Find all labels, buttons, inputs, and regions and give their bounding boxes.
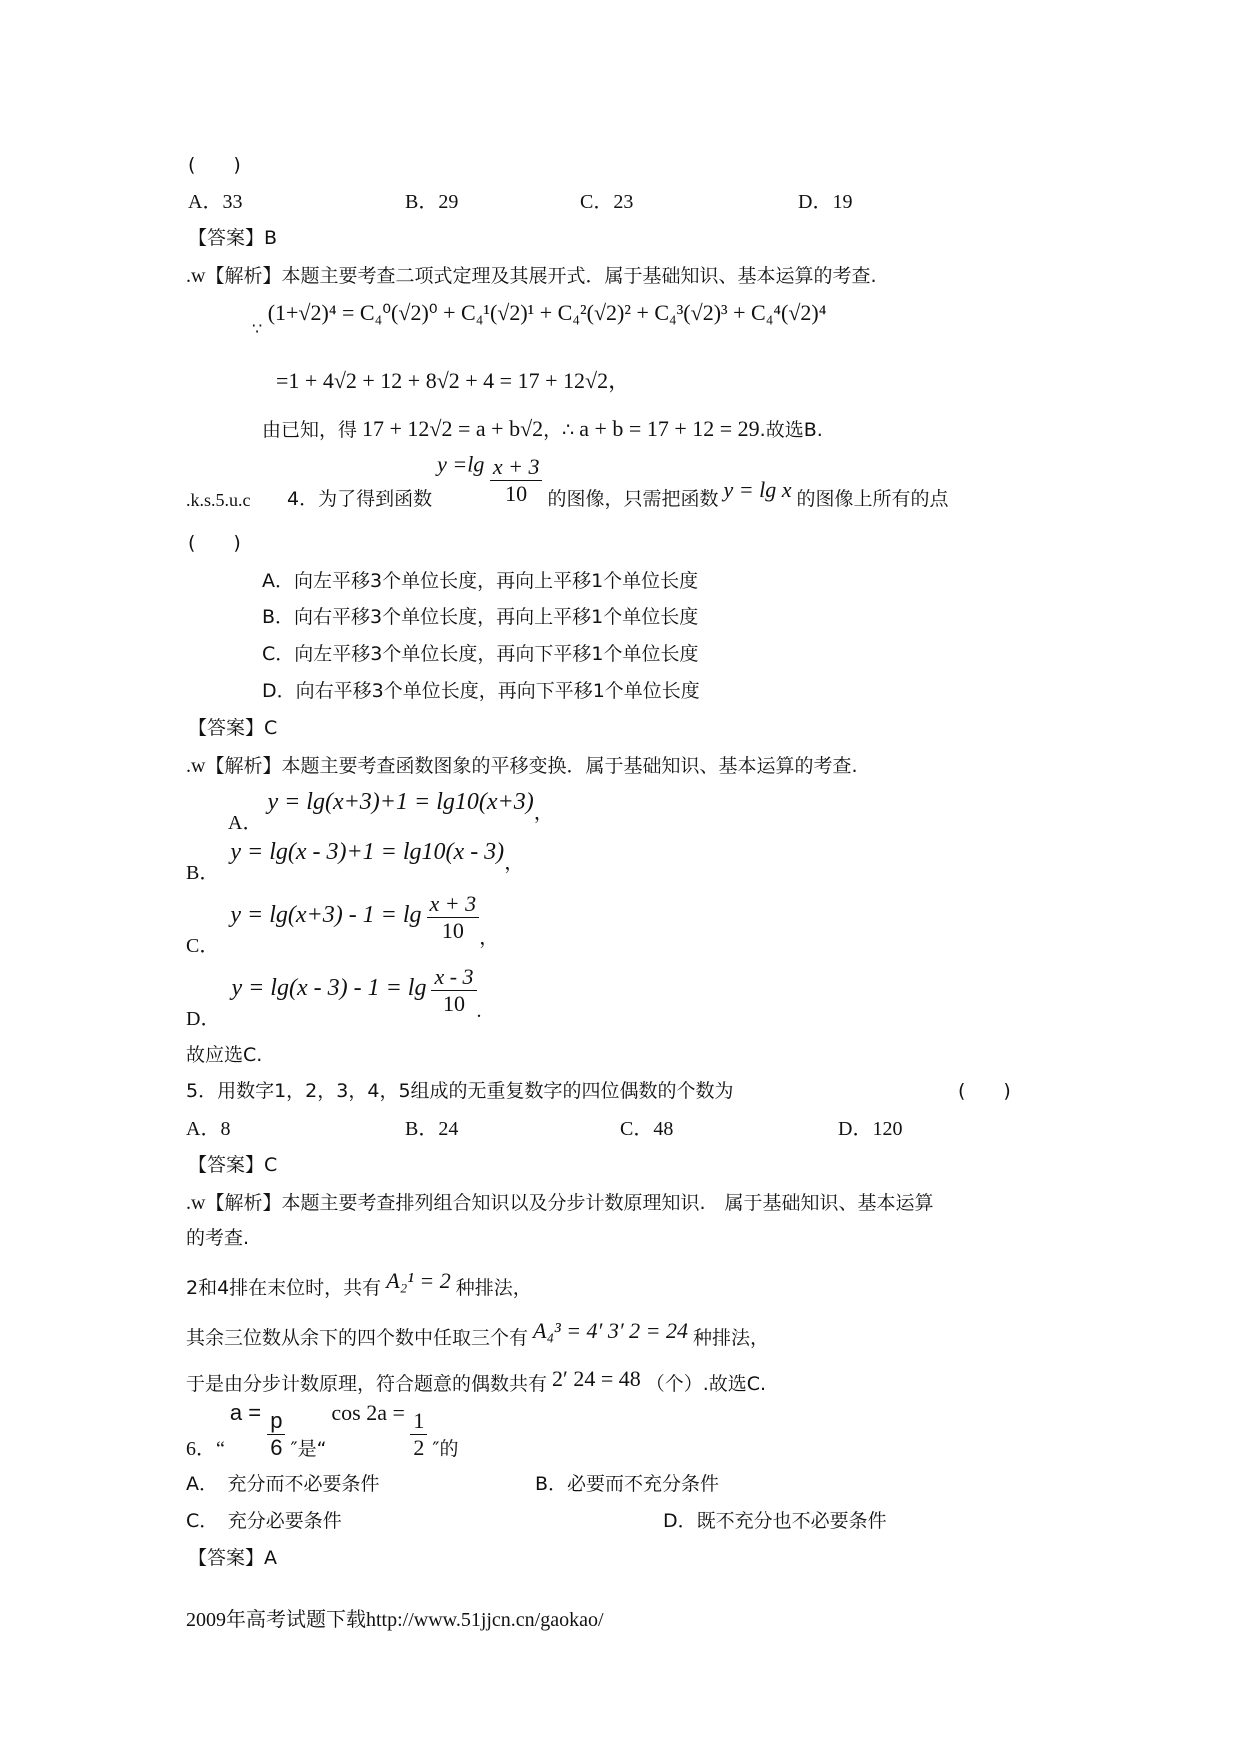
step-text: 其余三位数从余下的四个数中任取三个有 xyxy=(186,1327,529,1349)
q4-func1 xyxy=(437,442,542,506)
q3-sum-eq: a + b = 17 + 12 = 29 xyxy=(579,416,760,441)
q5-stem: 5．用数字1，2，3，4，5组成的无重复数字的四位偶数的个数为 xyxy=(186,1080,734,1102)
fraction-numerator: p xyxy=(267,1410,285,1435)
q5-option-b: B．24 xyxy=(405,1118,459,1140)
q3-given-label: 由已知，得 xyxy=(262,419,358,441)
period: . xyxy=(476,1000,482,1023)
comma: ， xyxy=(608,368,631,393)
fraction-denominator: 10 xyxy=(443,991,465,1016)
q5-option-a: A．8 xyxy=(186,1118,231,1140)
q5-answer: 【答案】C xyxy=(188,1154,278,1176)
q6-end-text: ″的 xyxy=(432,1438,459,1460)
solution-letter: C． xyxy=(186,935,220,958)
q4-option-c: C．向左平移3个单位长度，再向下平移1个单位长度 xyxy=(262,643,699,665)
q4-stem-pre: 4．为了得到函数 xyxy=(287,488,433,510)
q4-solution-b xyxy=(186,840,524,883)
q5-step2 xyxy=(186,1320,769,1348)
q6-answer: 【答案】A xyxy=(188,1547,277,1569)
page-footer xyxy=(186,1610,604,1630)
q5-option-d: D．120 xyxy=(838,1118,903,1140)
q3-binomial-expansion: (1+√2)⁴ = C₄⁰(√2)⁰ + C₄¹(√2)¹ + C₄²(√2)² + C₄³(√2)³ + C₄⁴(√2)⁴ xyxy=(267,300,827,325)
q5-analysis-text: 【解析】本题主要考查排列组合知识以及分步计数原理知识. 属于基础知识、基本运算 xyxy=(205,1192,934,1214)
q6-stem xyxy=(186,1399,459,1470)
solution-letter: D． xyxy=(186,1008,221,1031)
q4-stem-mid: 的图像，只需把函数 xyxy=(547,488,719,510)
q4-watermark-prefix: .k.s.5.u.c xyxy=(186,490,251,510)
q6-option-c: C． 充分必要条件 xyxy=(186,1510,342,1532)
q3-given-eq: 17 + 12√2 = a + b√2 xyxy=(362,416,544,441)
q5-step1 xyxy=(186,1270,532,1298)
fraction-denominator: 6 xyxy=(270,1435,283,1460)
q3-analysis-line xyxy=(186,266,877,286)
q4-solution-a xyxy=(228,790,554,833)
q5-analysis-prefix: .w xyxy=(186,1192,206,1214)
q4-analysis-line xyxy=(186,756,858,776)
because-symbol: ∵ xyxy=(252,321,263,338)
fraction-denominator: 2 xyxy=(413,1435,425,1460)
fraction-denominator: 10 xyxy=(441,918,464,943)
q4-stem xyxy=(186,451,949,520)
arrangement-eq: A₂¹ = 2 xyxy=(386,1268,451,1293)
comma: ， xyxy=(479,927,500,950)
q3-option-a: A．33 xyxy=(188,191,243,213)
count-eq: 2′ 24 = 48 xyxy=(552,1366,641,1391)
comma: ， xyxy=(504,852,525,874)
fraction-numerator: x + 3 xyxy=(490,456,543,481)
q5-option-c: C．48 xyxy=(620,1118,674,1140)
q6-number: 6．“ xyxy=(186,1438,225,1460)
q6-option-d: D．既不充分也不必要条件 xyxy=(663,1510,887,1532)
arrangement-eq: A₄³ = 4′ 3′ 2 = 24 xyxy=(533,1318,689,1343)
q4-analysis-text: 【解析】本题主要考查函数图象的平移变换．属于基础知识、基本运算的考查. xyxy=(205,755,858,777)
q3-conclusion-line xyxy=(262,418,823,440)
q6-cond1 xyxy=(229,1400,286,1460)
q3-option-d: D．19 xyxy=(798,191,853,213)
q4-option-b: B．向右平移3个单位长度，再向上平移1个单位长度 xyxy=(262,606,699,628)
q5-analysis-cont: 的考查. xyxy=(186,1227,250,1249)
q4-conclusion: 故应选C. xyxy=(186,1044,263,1066)
fraction-numerator: 1 xyxy=(410,1410,427,1435)
comma: ， xyxy=(533,802,554,824)
q4-option-d: D．向右平移3个单位长度，再向下平移1个单位长度 xyxy=(262,680,700,702)
solution-eq: y = lg(x+3)+1 = lg10(x+3) xyxy=(267,789,534,815)
q3-expansion-sum: =1 + 4√2 + 12 + 8√2 + 4 = 17 + 12√2 xyxy=(276,368,609,393)
fraction-denominator: 10 xyxy=(505,481,528,506)
q6-mid-text: ″是“ xyxy=(290,1438,327,1460)
q3-analysis-prefix: .w xyxy=(186,265,206,287)
step-text: 种排法， xyxy=(455,1277,532,1299)
q5-analysis-line xyxy=(186,1193,934,1213)
q3-answer-paren: ( ) xyxy=(188,154,241,176)
q4-func1-lhs: y =lg xyxy=(437,451,485,477)
q4-solution-d xyxy=(186,966,482,1029)
q6-cond2 xyxy=(331,1399,427,1460)
cond1-lhs: a = xyxy=(229,1400,262,1426)
solution-letter: A． xyxy=(228,812,263,834)
q3-option-b: B．29 xyxy=(405,191,459,213)
q4-solution-c xyxy=(186,893,499,956)
q3-expansion-result xyxy=(276,370,630,392)
step-text: 2和4排在末位时，共有 xyxy=(186,1277,382,1299)
step-text: 种排法， xyxy=(693,1327,770,1349)
q6-option-b: B．必要而不充分条件 xyxy=(535,1473,720,1495)
cond1-fraction xyxy=(267,1410,285,1459)
q3-option-c: C．23 xyxy=(580,191,634,213)
q6-option-a: A． 充分而不必要条件 xyxy=(186,1473,380,1495)
q4-answer: 【答案】C xyxy=(188,717,278,739)
q3-answer: 【答案】B xyxy=(188,227,278,249)
fraction-numerator: x - 3 xyxy=(431,966,476,991)
q5-step3 xyxy=(186,1368,766,1394)
q4-stem-post: 的图像上所有的点 xyxy=(796,488,949,510)
q4-analysis-prefix: .w xyxy=(186,755,206,777)
solution-eq: y = lg(x - 3) - 1 = lg xyxy=(231,975,427,1002)
step-text: 于是由分步计数原理，符合题意的偶数共有 xyxy=(186,1373,548,1395)
solution-fraction xyxy=(427,893,480,942)
q4-func2: y = lg x xyxy=(723,477,792,502)
q4-func1-fraction xyxy=(490,456,543,505)
cond2-lhs: cos 2a = xyxy=(331,1399,405,1425)
therefore-symbol: ，∴ xyxy=(543,419,575,441)
q3-analysis-text: 【解析】本题主要考查二项式定理及其展开式．属于基础知识、基本运算的考查. xyxy=(205,265,877,287)
step-text: （个）.故选C. xyxy=(645,1373,767,1395)
fraction-numerator: x + 3 xyxy=(427,893,480,918)
solution-fraction xyxy=(431,966,476,1015)
q3-expansion-eq xyxy=(252,302,826,338)
cond2-fraction xyxy=(410,1410,427,1459)
q3-choose-b: .故选B. xyxy=(759,419,823,441)
q4-option-a: A．向左平移3个单位长度，再向上平移1个单位长度 xyxy=(262,570,699,592)
q4-answer-paren: ( ) xyxy=(188,532,241,554)
q5-answer-paren: ( ) xyxy=(958,1080,1011,1102)
solution-letter: B． xyxy=(186,862,220,884)
footer-text: 2009年高考试题下载http://www.51jjcn.cn/gaokao/ xyxy=(186,1609,604,1631)
solution-eq: y = lg(x - 3)+1 = lg10(x - 3) xyxy=(230,839,505,865)
solution-eq: y = lg(x+3) - 1 = lg xyxy=(230,902,422,929)
